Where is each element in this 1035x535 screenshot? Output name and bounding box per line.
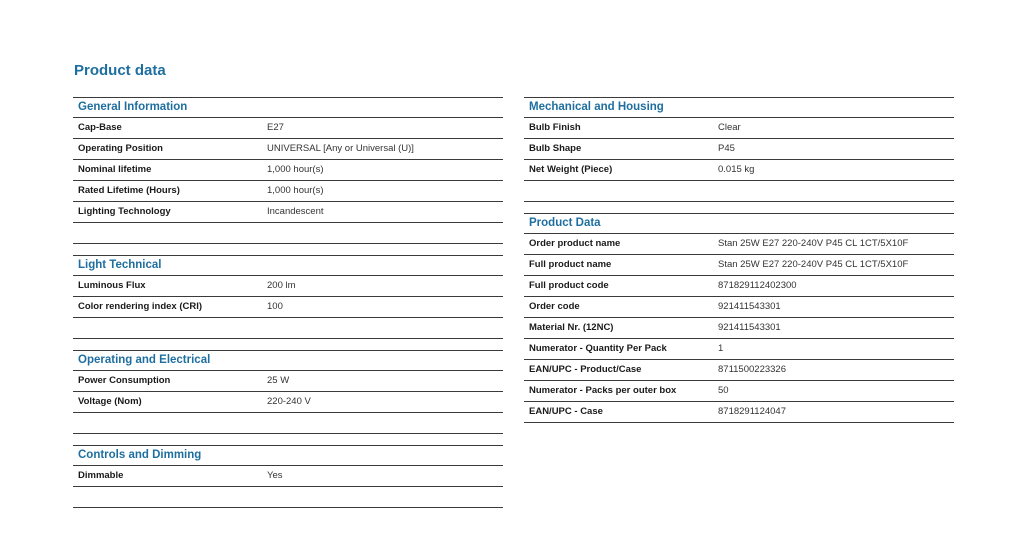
section-title: General Information (73, 97, 503, 118)
spec-row (524, 339, 954, 360)
spec-row (524, 139, 954, 160)
spec-row (524, 255, 954, 276)
spec-row (73, 202, 503, 223)
section-title: Mechanical and Housing (524, 97, 954, 118)
spec-value: 200 lm (267, 280, 296, 291)
spec-row (73, 160, 503, 181)
spec-value: Clear (718, 122, 741, 133)
spec-row (524, 402, 954, 423)
spec-value: 50 (718, 385, 729, 396)
section-light-technical (73, 255, 503, 339)
spec-value: P45 (718, 143, 735, 154)
spec-label: Order code (529, 301, 580, 312)
spec-value: 100 (267, 301, 283, 312)
spec-row (73, 139, 503, 160)
spec-row (524, 160, 954, 181)
spec-row (524, 297, 954, 318)
spec-label: Operating Position (78, 143, 163, 154)
spec-value: UNIVERSAL [Any or Universal (U)] (267, 143, 414, 154)
spec-value: Stan 25W E27 220-240V P45 CL 1CT/5X10F (718, 259, 909, 270)
spec-value: 921411543301 (718, 301, 781, 312)
spec-value: 25 W (267, 375, 290, 386)
divider (73, 318, 503, 339)
right-column (524, 97, 954, 423)
spec-label: Lighting Technology (78, 206, 171, 217)
spec-value: E27 (267, 122, 284, 133)
spec-label: Numerator - Packs per outer box (529, 385, 677, 396)
spec-label: EAN/UPC - Product/Case (529, 364, 642, 375)
section-operating-electrical (73, 350, 503, 434)
spec-row (524, 381, 954, 402)
spec-row (73, 466, 503, 487)
spec-row (73, 276, 503, 297)
spec-label: Power Consumption (78, 375, 171, 386)
section-title: Operating and Electrical (73, 350, 503, 371)
spec-row (524, 276, 954, 297)
spec-label: Bulb Shape (529, 143, 582, 154)
spec-value: Stan 25W E27 220-240V P45 CL 1CT/5X10F (718, 238, 909, 249)
spec-row (73, 371, 503, 392)
spec-label: Voltage (Nom) (78, 396, 142, 407)
spec-row (73, 181, 503, 202)
spec-label: Bulb Finish (529, 122, 581, 133)
section-title: Light Technical (73, 255, 503, 276)
page-title: Product data (74, 62, 166, 79)
divider (524, 181, 954, 202)
spec-label: Rated Lifetime (Hours) (78, 185, 180, 196)
spec-row (524, 318, 954, 339)
spec-value: 1,000 hour(s) (267, 164, 324, 175)
spec-row (524, 360, 954, 381)
spec-value: 1 (718, 343, 724, 354)
spec-value: 921411543301 (718, 322, 781, 333)
spec-label: Full product code (529, 280, 609, 291)
spec-label: Cap-Base (78, 122, 122, 133)
spec-row (73, 392, 503, 413)
section-title: Controls and Dimming (73, 445, 503, 466)
spec-label: Luminous Flux (78, 280, 146, 291)
spec-label: EAN/UPC - Case (529, 406, 603, 417)
spec-value: 8718291124047 (718, 406, 786, 417)
divider (73, 223, 503, 244)
section-controls-dimming (73, 445, 503, 508)
spec-row (73, 297, 503, 318)
spec-label: Color rendering index (CRI) (78, 301, 203, 312)
spec-row (524, 234, 954, 255)
spec-row (524, 118, 954, 139)
spec-label: Net Weight (Piece) (529, 164, 613, 175)
section-title: Product Data (524, 213, 954, 234)
spec-value: 871829112402300 (718, 280, 797, 291)
spec-value: Incandescent (267, 206, 324, 217)
spec-value: Yes (267, 470, 283, 481)
spec-row (73, 118, 503, 139)
spec-value: 0.015 kg (718, 164, 755, 175)
spec-label: Numerator - Quantity Per Pack (529, 343, 667, 354)
spec-label: Order product name (529, 238, 621, 249)
section-general-information (73, 97, 503, 244)
spec-label: Dimmable (78, 470, 124, 481)
spec-label: Full product name (529, 259, 612, 270)
divider (73, 413, 503, 434)
section-mechanical-housing (524, 97, 954, 202)
section-product-data (524, 213, 954, 423)
spec-value: 220-240 V (267, 396, 311, 407)
divider (73, 487, 503, 508)
spec-value: 8711500223326 (718, 364, 786, 375)
spec-label: Material Nr. (12NC) (529, 322, 614, 333)
spec-value: 1,000 hour(s) (267, 185, 324, 196)
left-column (73, 97, 503, 508)
spec-label: Nominal lifetime (78, 164, 152, 175)
